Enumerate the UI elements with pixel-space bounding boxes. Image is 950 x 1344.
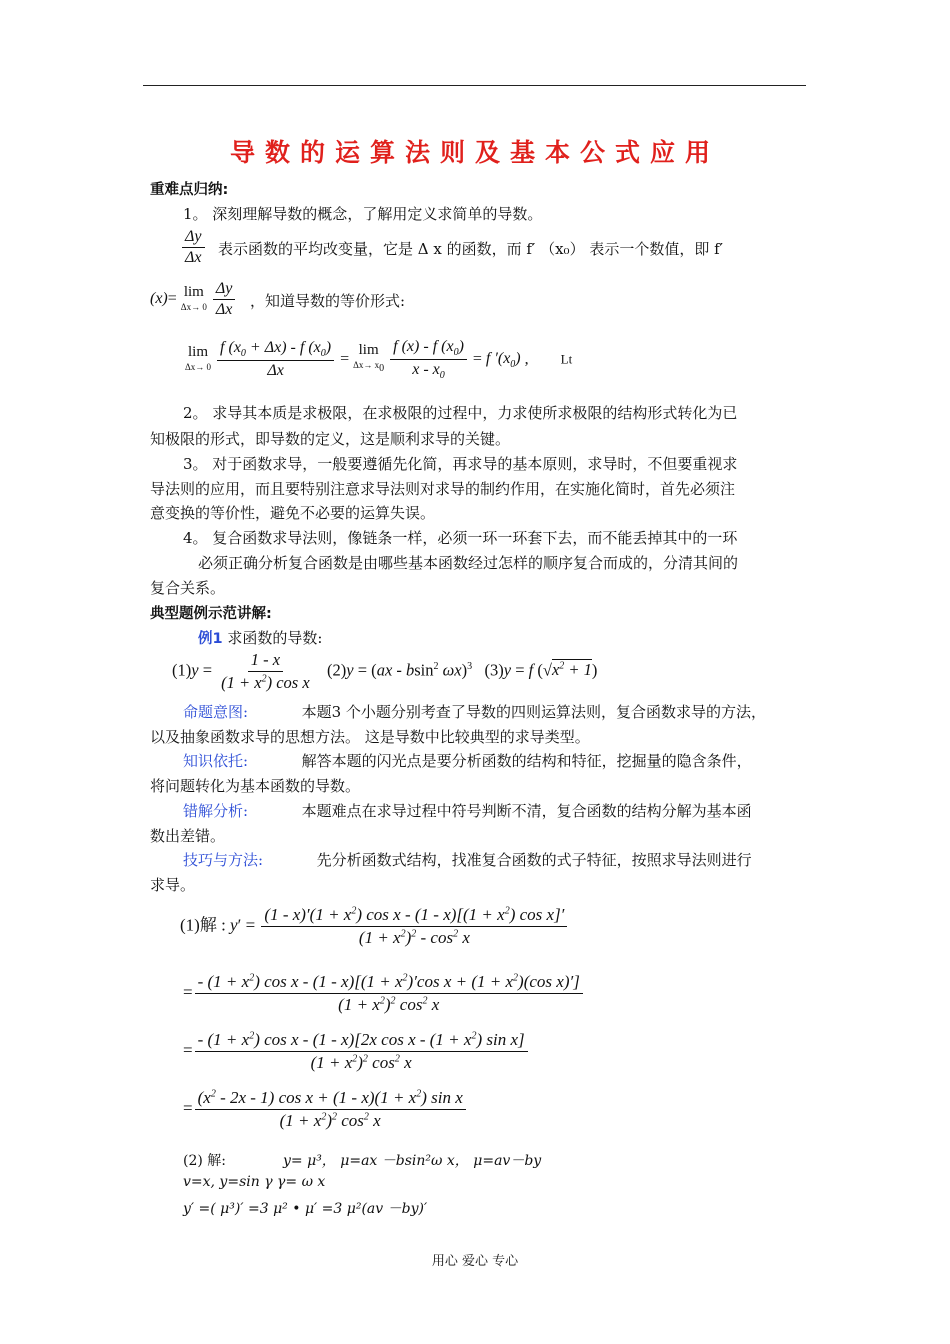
section-heading-examples: 典型题例示范讲解: xyxy=(150,606,272,622)
limit-definition: (x)= lim Δx→ 0 $\frac{\Delta y}{\Delta x}$ xyxy=(150,280,237,319)
item-1b: 表示函数的平均改变量，它是 Δ x 的函数，而 f′ （x₀） 表示一个数值，即 f′ xyxy=(218,240,724,258)
example-1-text: 求函数的导数: xyxy=(222,629,323,647)
method-row xyxy=(183,849,752,870)
item-2b: 知极限的形式，即导数的定义，这是顺利求导的关键。 xyxy=(150,430,511,448)
solution-2-line-2: v=x, y=sin γ γ= ω x xyxy=(183,1174,326,1190)
solution-1-step-1: (1)解 : y′ = $\frac{(1 - x)'(1 + x^2) \cos x - (1 - x)[(1 + x^2) \cos x]'}{(1 + x^2)^2 - \cos^2 x}$ xyxy=(180,905,569,948)
method-label: 技巧与方法: xyxy=(183,851,264,869)
method-text-2: 求导。 xyxy=(150,876,196,894)
delta-fraction: $\frac{\Delta y}{\Delta x}$ xyxy=(180,228,207,267)
solution-1-step-3: = $\frac{- (1 + x^2) \cos x - (1 - x)[2x \cos x - (1 + x^2) \sin x]}{(1 + x^2)^2 \cos^2 x}$ xyxy=(183,1030,530,1073)
method-text: 先分析函数式结构，找准复合函数的式子特征，按照求导法则进行 xyxy=(316,851,752,869)
item-4c: 复合关系。 xyxy=(150,579,226,597)
item-3c: 意变换的等价性，避免不必要的运算失误。 xyxy=(150,504,436,522)
intent-row xyxy=(183,701,766,722)
basis-text: 解答本题的闪光点是要分析函数的结构和特征，挖掘量的隐含条件， xyxy=(301,752,752,770)
footer: 用心 爱心 专心 xyxy=(431,1254,519,1269)
error-label: 错解分析: xyxy=(183,802,249,820)
item-3: 3。 对于函数求导，一般要遵循先化简，再求导的基本原则，求导时，不但要重视求 xyxy=(183,455,738,473)
solution-1-step-4: = $\frac{(x^2 - 2x - 1) \cos x + (1 - x)(1 + x^2) \sin x}{(1 + x^2)^2 \cos^2 x}$ xyxy=(183,1088,468,1131)
header-rule xyxy=(143,85,806,86)
basis-text-2: 将问题转化为基本函数的导数。 xyxy=(150,777,361,795)
item-4b: 必须正确分析复合函数是由哪些基本函数经过怎样的顺序复合而成的，分清其间的 xyxy=(198,554,739,572)
item-4: 4。 复合函数求导法则，像链条一样，必须一环一环套下去，而不能丢掉其中的一环 xyxy=(183,529,738,547)
example-1-label: 例1 xyxy=(198,631,223,647)
example-functions: (1)y = $\frac{1 - x}{(1 + x^2) \cos x}$ (2)y = (ax - bsin$^2$ ωx)$^3$ (3)y = f $(√x^2 + 1)$ xyxy=(172,650,598,692)
intent-text: 本题3 个小题分别考查了导数的四则运算法则，复合函数求导的方法， xyxy=(301,703,766,721)
solution-2-label: (2) 解: xyxy=(183,1153,226,1169)
solution-1-step-2: = - $(1 + x^2)$ $\cos x - (1 - x)[(1 + x^2)'\cos$ $x + (1 + x^2)(\cos$ x)′] $(1 + x^2)^2$ $\cos^2 x$ xyxy=(183,972,585,1015)
error-text-2: 数出差错。 xyxy=(150,827,226,845)
solution-2-line-3: y′ =( μ³)′ =3 μ² • μ′ =3 μ²(av －by)′ xyxy=(183,1201,428,1217)
item-3b: 导法则的应用，而且要特别注意求导法则对求导的制约作用，在实施化简时，首先必须注 xyxy=(150,480,736,498)
error-text: 本题难点在求导过程中符号判断不清，复合函数的结构分解为基本函 xyxy=(301,802,752,820)
item-1c: ，知道导数的等价形式: xyxy=(250,292,406,310)
equivalent-form-formula: lim Δx→ 0 $\frac{f (x_0 + \Delta x) - f (x_0)}{\Delta x}$ = lim $\Delta x\to x_0$ $\frac{f (x) - f (x_0)}{x - x_0}$ = f $'(x_0)$ , Lt xyxy=(185,338,573,382)
intent-label: 命题意图: xyxy=(183,703,249,721)
item-1: 1。 深刻理解导数的概念，了解用定义求简单的导数。 xyxy=(183,205,543,223)
item-2: 2。 求导其本质是求极限，在求极限的过程中，力求使所求极限的结构形式转化为已 xyxy=(183,404,738,422)
section-heading-key-points: 重难点归纳: xyxy=(150,182,229,198)
basis-row xyxy=(183,750,752,771)
error-row xyxy=(183,800,752,821)
solution-2-line-1: y= μ³， μ=ax －bsin²ω x， μ=av－by xyxy=(283,1153,542,1169)
intent-text-2: 以及抽象函数求导的思想方法。 这是导数中比较典型的求导类型。 xyxy=(150,728,590,746)
basis-label: 知识依托: xyxy=(183,752,249,770)
page-title: 导数的运算法则及基本公式应用 xyxy=(229,138,720,167)
example-1 xyxy=(198,627,322,648)
